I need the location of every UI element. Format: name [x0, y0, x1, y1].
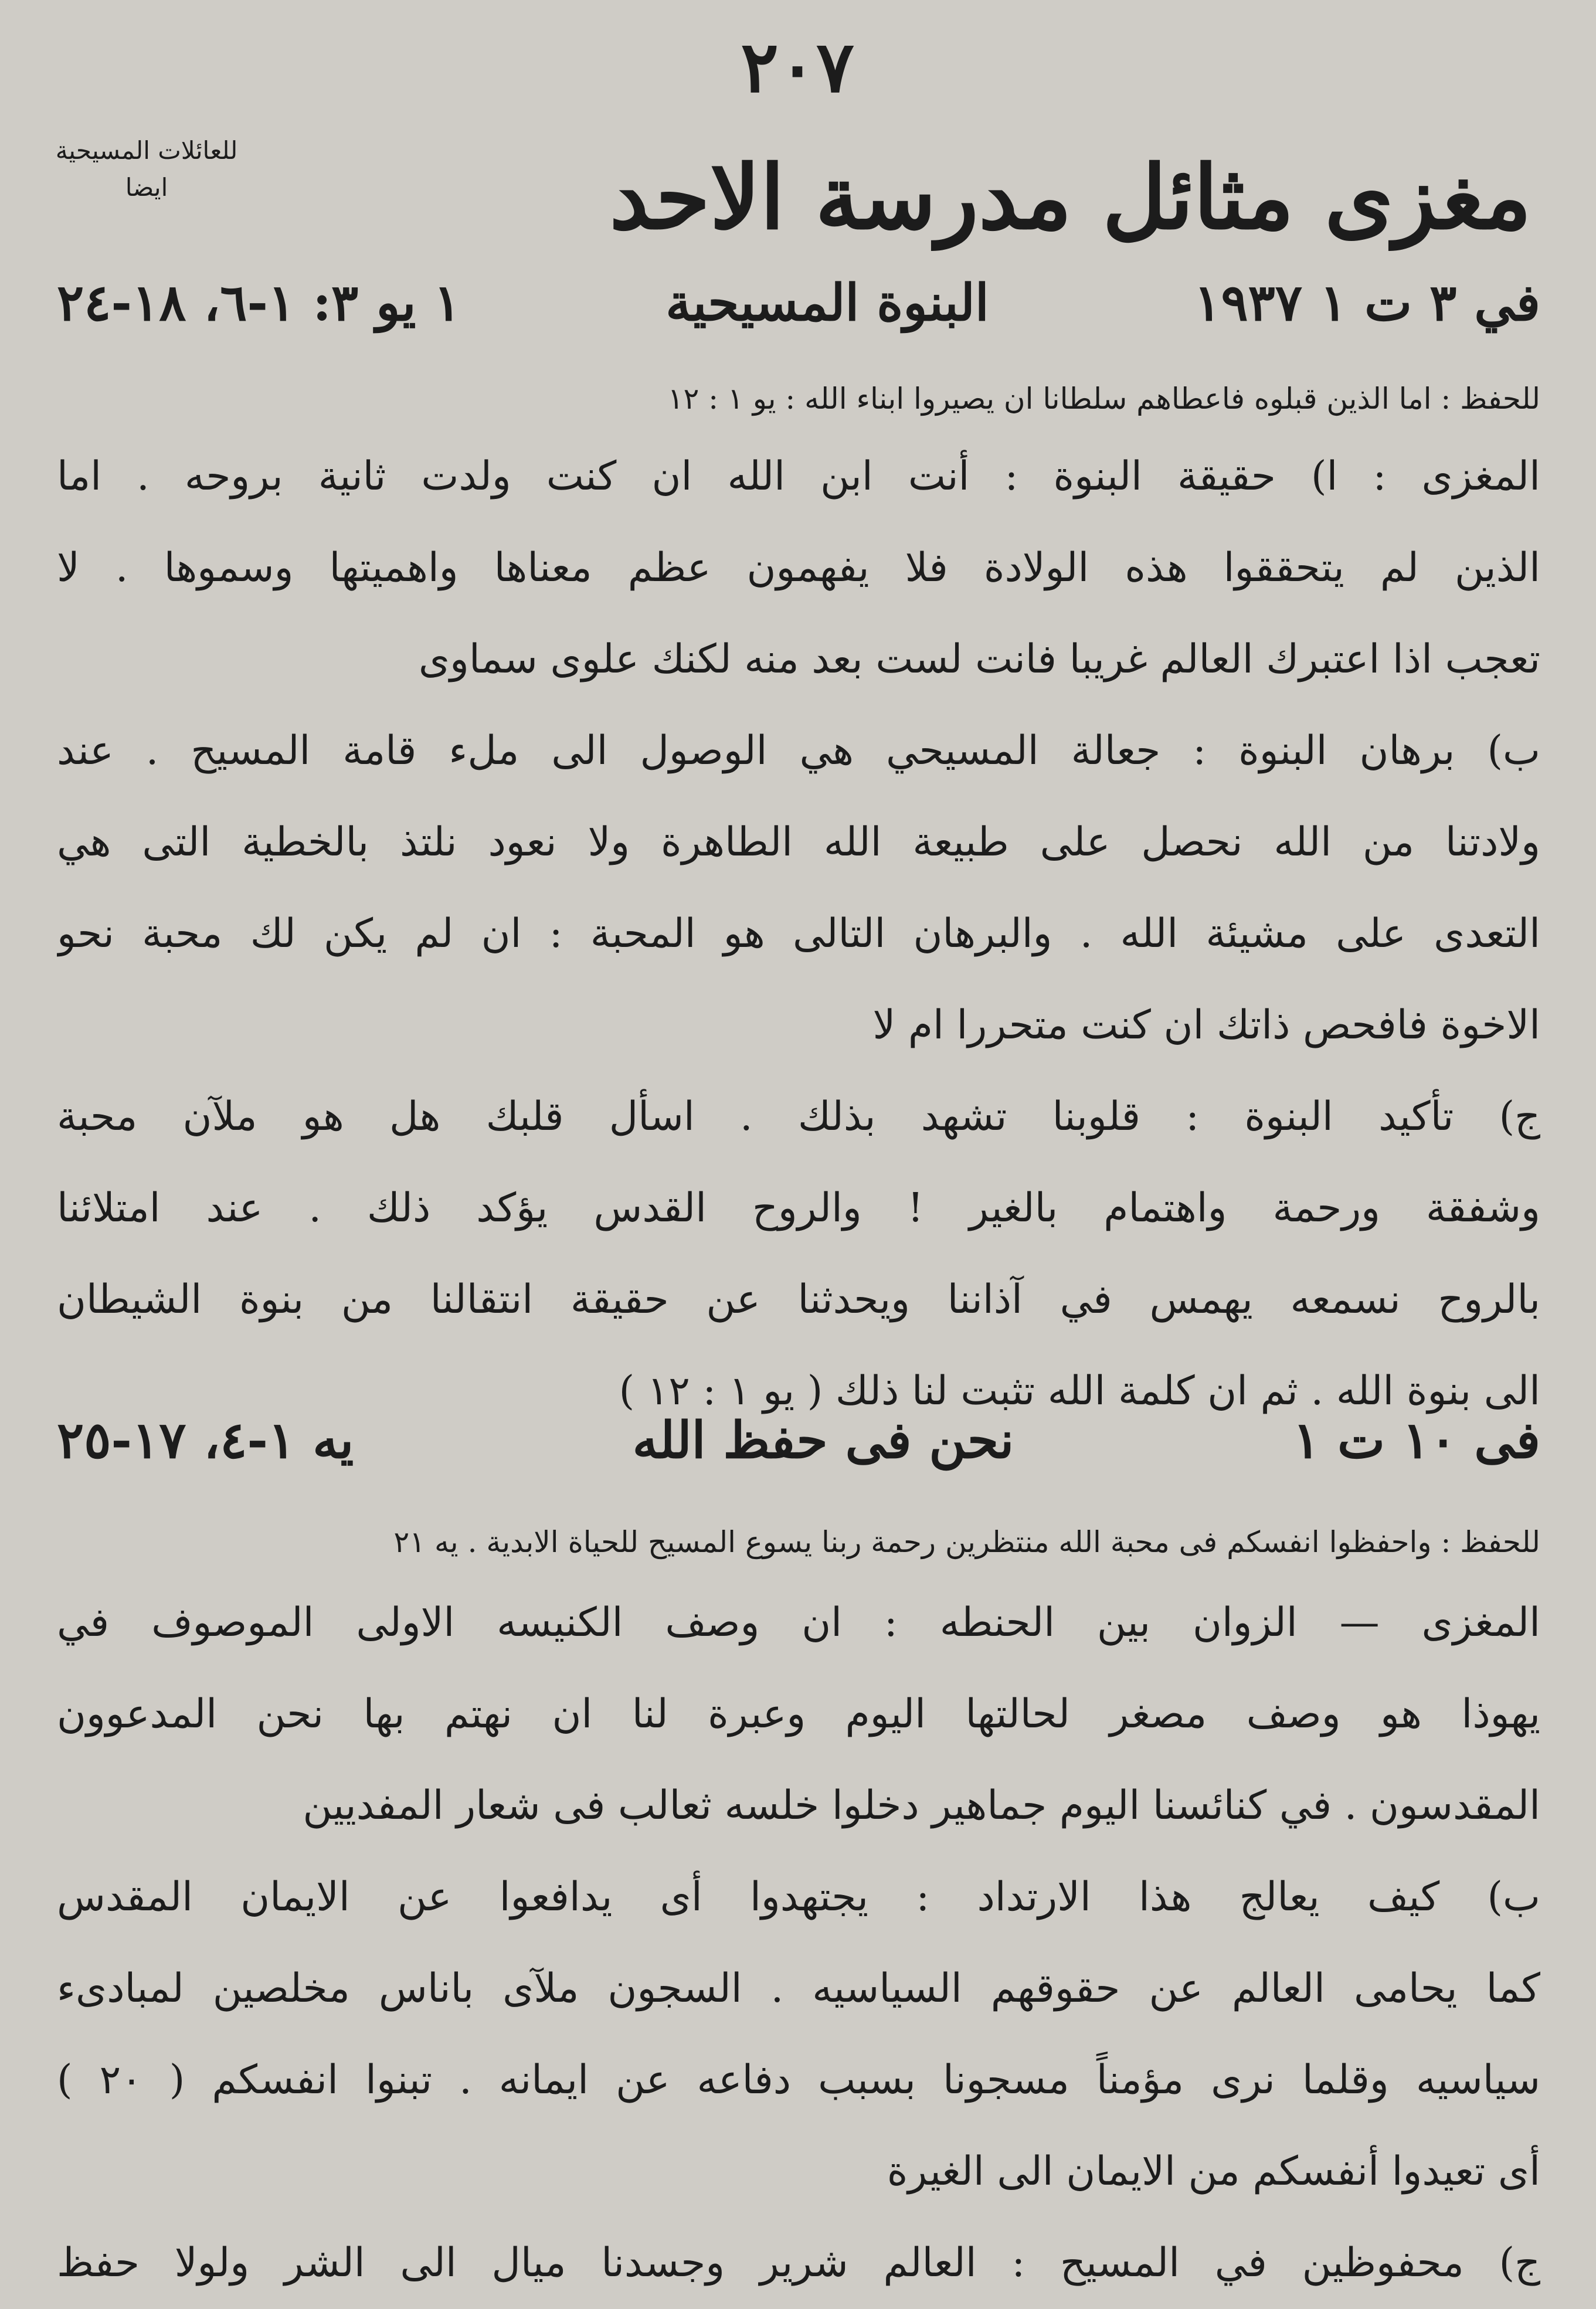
- lesson-2-memory-verse: للحفظ : واحفظوا انفسكم فى محبة الله منتظرين رحمة ربنا يسوع المسيح للحياة الابدية . يه ٢١: [393, 1525, 1540, 1559]
- lesson-1-reference: ١ يو ٣: ١-٦، ١٨-٢٤: [57, 273, 461, 332]
- lesson-1-heading: [57, 273, 1540, 332]
- text-line: ج) محفوظين في المسيح : العالم شرير وجسدنا ميال الى الشر ولولا حفظ: [57, 2240, 1540, 2286]
- lesson-1-topic: البنوة المسيحية: [665, 273, 989, 332]
- text-line: بالروح نسمعه يهمس في آذاننا ويحدثنا عن حقيقة انتقالنا من بنوة الشيطان: [57, 1276, 1540, 1323]
- lesson-1-date: في ٣ ت ١ ١٩٣٧: [1194, 273, 1540, 332]
- text-line: يهوذا هو وصف مصغر لحالتها اليوم وعبرة لنا ان نهتم بها نحن المدعوون: [57, 1691, 1540, 1737]
- lesson-2-body: [57, 1577, 1540, 2309]
- text-line: سياسيه وقلما نرى مؤمناً مسجونا بسبب دفاعه عن ايمانه . تبنوا انفسكم ( ٢٠ ): [57, 2057, 1540, 2103]
- page-title: مغزى مثائل مدرسة الاحد: [609, 146, 1532, 249]
- page-number: ٢٠٧: [741, 26, 854, 108]
- side-note-line: ايضا: [125, 173, 168, 202]
- text-line: المقدسون . في كنائسنا اليوم جماهير دخلوا خلسه ثعالب فى شعار المفديين: [303, 1782, 1540, 1829]
- lesson-2-heading: [57, 1413, 1540, 1469]
- text-line: تعجب اذا اعتبرك العالم غريبا فانت لست بعد منه لكنك علوى سماوى: [418, 636, 1540, 682]
- text-line: كما يحامى العالم عن حقوقهم السياسيه . السجون ملآى باناس مخلصين لمبادىء: [57, 1965, 1540, 2012]
- text-line: أى تعيدوا أنفسكم من الايمان الى الغيرة: [887, 2148, 1540, 2195]
- text-line: وشفقة ورحمة واهتمام بالغير ! والروح القدس يؤكد ذلك . عند امتلائنا: [57, 1185, 1540, 1231]
- lesson-2-date: فى ١٠ ت ١: [1292, 1411, 1540, 1470]
- text-line: ولادتنا من الله نحصل على طبيعة الله الطاهرة ولا نعود نلتذ بالخطية التى هي: [57, 819, 1540, 865]
- text-line: ب) برهان البنوة : جعالة المسيحي هي الوصول الى ملء قامة المسيح . عند: [57, 728, 1540, 774]
- text-line: المغزى : ا) حقيقة البنوة : أنت ابن الله ان كنت ولدت ثانية بروحه . اما: [57, 453, 1540, 500]
- text-line: ج) تأكيد البنوة : قلوبنا تشهد بذلك . اسأل قلبك هل هو ملآن محبة: [57, 1094, 1540, 1140]
- side-note-line: للعائلات المسيحية: [55, 136, 238, 165]
- text-line: الذين لم يتحققوا هذه الولادة فلا يفهمون عظم معناها واهميتها وسموها . لا: [57, 545, 1540, 591]
- lesson-2-reference: يه ١-٤، ١٧-٢٥: [57, 1411, 354, 1470]
- text-line: الاخوة فافحص ذاتك ان كنت متحررا ام لا: [872, 1002, 1540, 1048]
- text-line: ب) كيف يعالج هذا الارتداد : يجتهدوا أى يدافعوا عن الايمان المقدس: [57, 1874, 1540, 1920]
- lesson-2-topic: نحن فى حفظ الله: [632, 1411, 1014, 1470]
- text-line: التعدى على مشيئة الله . والبرهان التالى هو المحبة : ان لم يكن لك محبة نحو: [57, 911, 1540, 957]
- text-line: الى بنوة الله . ثم ان كلمة الله تثبت لنا ذلك ( يو ١ : ١٢ ): [619, 1368, 1540, 1414]
- side-note: [47, 132, 246, 206]
- lesson-1-body: [57, 431, 1540, 1437]
- lesson-1-memory-verse: للحفظ : اما الذين قبلوه فاعطاهم سلطانا ان يصيروا ابناء الله : يو ١ : ١٢: [667, 382, 1540, 416]
- text-line: المغزى — الزوان بين الحنطه : ان وصف الكنيسه الاولى الموصوف في: [57, 1600, 1540, 1646]
